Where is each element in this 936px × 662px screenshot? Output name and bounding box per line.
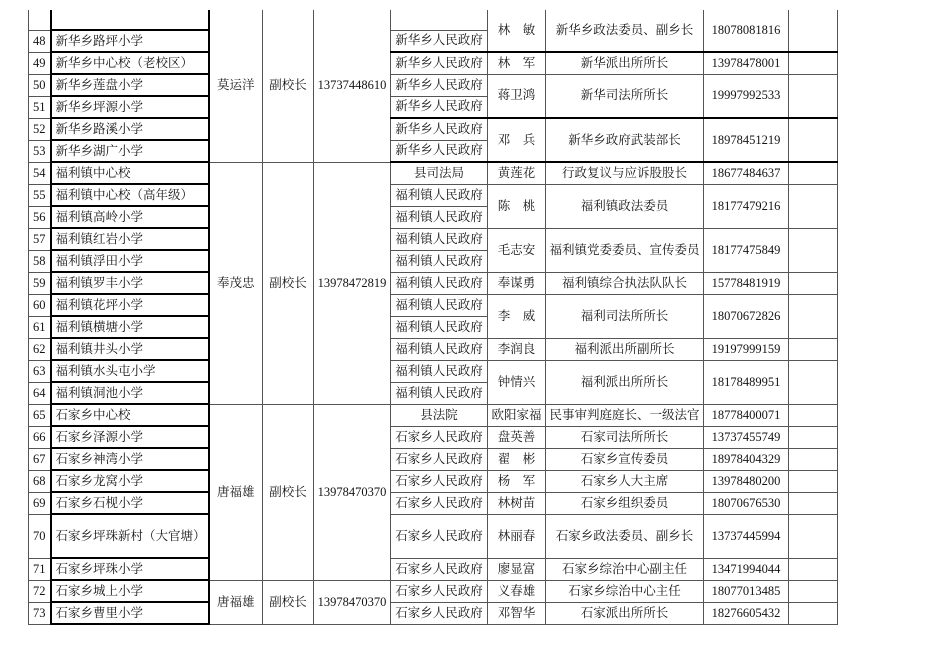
cell-blank[interactable] — [789, 162, 838, 184]
cell-contact-phone[interactable]: 13978480200 — [704, 470, 789, 492]
table-row — [29, 448, 838, 470]
cell-contact-position[interactable]: 福利司法所所长 — [546, 294, 704, 338]
cell-row-number[interactable]: 70 — [29, 514, 51, 558]
cell-contact-position[interactable]: 石家司法所所长 — [546, 426, 704, 448]
cell-gov-unit[interactable]: 福利镇人民政府 — [391, 338, 488, 360]
cell-contact-phone[interactable]: 18178489951 — [704, 360, 789, 404]
cell-blank[interactable] — [789, 426, 838, 448]
cell-principal-name[interactable]: 莫运洋 — [209, 10, 263, 162]
cell-contact-phone[interactable]: 18070676530 — [704, 492, 789, 514]
cell-blank[interactable] — [789, 118, 838, 162]
cell-blank[interactable] — [789, 52, 838, 74]
cell-contact-phone[interactable]: 19197999159 — [704, 338, 789, 360]
cell-row-number[interactable]: 64 — [29, 382, 51, 404]
cell-row-number[interactable]: 52 — [29, 118, 51, 140]
cell-blank[interactable] — [789, 228, 838, 272]
cell-contact-phone[interactable]: 18077013485 — [704, 580, 789, 602]
cell-school-name[interactable]: 福利镇花坪小学 — [51, 294, 209, 316]
cell-contact-name[interactable]: 林 军 — [488, 52, 546, 74]
cell-contact-name[interactable]: 黄莲花 — [488, 162, 546, 184]
cell-blank[interactable] — [789, 580, 838, 602]
cell-gov-unit[interactable] — [391, 10, 488, 30]
cell-blank[interactable] — [789, 74, 838, 118]
table-row — [29, 426, 838, 448]
cell-contact-position[interactable]: 石家乡组织委员 — [546, 492, 704, 514]
cell-school-name[interactable]: 新华乡坪源小学 — [51, 96, 209, 118]
cell-school-name[interactable]: 福利镇红岩小学 — [51, 228, 209, 250]
cell-row-number[interactable]: 55 — [29, 184, 51, 206]
table-row — [29, 492, 838, 514]
cell-row-number[interactable]: 49 — [29, 52, 51, 74]
cell-gov-unit[interactable]: 福利镇人民政府 — [391, 206, 488, 228]
cell-contact-phone[interactable]: 18177475849 — [704, 228, 789, 272]
cell-row-number[interactable]: 51 — [29, 96, 51, 118]
cell-contact-position[interactable]: 福利镇政法委员 — [546, 184, 704, 228]
cell-blank[interactable] — [789, 448, 838, 470]
cell-contact-position[interactable]: 新华乡政府武装部长 — [546, 118, 704, 162]
cell-gov-unit[interactable]: 石家乡人民政府 — [391, 470, 488, 492]
cell-contact-position[interactable]: 新华乡政法委员、副乡长 — [546, 10, 704, 52]
table-row — [29, 52, 838, 74]
cell-blank[interactable] — [789, 184, 838, 228]
cell-blank[interactable] — [789, 272, 838, 294]
cell-principal-phone[interactable]: 13978470370 — [314, 404, 391, 580]
cell-contact-name[interactable]: 欧阳家福 — [488, 404, 546, 426]
table-row — [29, 184, 838, 206]
cell-blank[interactable] — [789, 514, 838, 558]
table-row — [29, 580, 838, 602]
cell-contact-position[interactable]: 石家派出所所长 — [546, 602, 704, 624]
cell-contact-position[interactable]: 石家乡宣传委员 — [546, 448, 704, 470]
cell-contact-phone[interactable]: 18070672826 — [704, 294, 789, 338]
cell-school-name[interactable]: 福利镇横塘小学 — [51, 316, 209, 338]
cell-row-number[interactable]: 69 — [29, 492, 51, 514]
cell-row-number[interactable]: 68 — [29, 470, 51, 492]
cell-contact-phone[interactable]: 18978404329 — [704, 448, 789, 470]
cell-row-number[interactable]: 63 — [29, 360, 51, 382]
table-row — [29, 272, 838, 294]
cell-contact-name[interactable]: 林树苗 — [488, 492, 546, 514]
cell-school-name[interactable]: 石家乡神湾小学 — [51, 448, 209, 470]
cell-gov-unit[interactable]: 福利镇人民政府 — [391, 294, 488, 316]
cell-contact-position[interactable]: 福利镇党委委员、宣传委员 — [546, 228, 704, 272]
cell-school-name[interactable]: 石家乡城上小学 — [51, 580, 209, 602]
cell-gov-unit[interactable]: 石家乡人民政府 — [391, 580, 488, 602]
cell-school-name[interactable]: 福利镇洞池小学 — [51, 382, 209, 404]
cell-school-name[interactable]: 石家乡泽源小学 — [51, 426, 209, 448]
cell-gov-unit[interactable]: 福利镇人民政府 — [391, 184, 488, 206]
cell-contact-name[interactable]: 盘英善 — [488, 426, 546, 448]
cell-row-number[interactable] — [29, 10, 51, 30]
cell-principal-title[interactable]: 副校长 — [263, 10, 314, 162]
spreadsheet-area — [28, 10, 838, 625]
cell-row-number[interactable]: 58 — [29, 250, 51, 272]
cell-school-name[interactable]: 石家乡坪珠小学 — [51, 558, 209, 580]
cell-gov-unit[interactable]: 县法院 — [391, 404, 488, 426]
cell-school-name[interactable]: 福利镇高岭小学 — [51, 206, 209, 228]
cell-contact-position[interactable]: 石家乡综治中心副主任 — [546, 558, 704, 580]
cell-gov-unit[interactable]: 石家乡人民政府 — [391, 558, 488, 580]
cell-contact-name[interactable]: 奉谋勇 — [488, 272, 546, 294]
cell-contact-name[interactable]: 李润良 — [488, 338, 546, 360]
table-row — [29, 294, 838, 316]
cell-contact-name[interactable]: 邓智华 — [488, 602, 546, 624]
cell-gov-unit[interactable]: 福利镇人民政府 — [391, 272, 488, 294]
cell-blank[interactable] — [789, 294, 838, 338]
cell-blank[interactable] — [789, 338, 838, 360]
cell-contact-position[interactable]: 福利派出所所长 — [546, 360, 704, 404]
cell-contact-name[interactable]: 蒋卫鸿 — [488, 74, 546, 118]
cell-contact-phone[interactable]: 19997992533 — [704, 74, 789, 118]
cell-contact-position[interactable]: 石家乡人大主席 — [546, 470, 704, 492]
cell-school-name[interactable]: 石家乡中心校 — [51, 404, 209, 426]
cell-gov-unit[interactable]: 县司法局 — [391, 162, 488, 184]
cell-principal-phone[interactable]: 13978470370 — [314, 580, 391, 624]
cell-school-name[interactable]: 新华乡莲盘小学 — [51, 74, 209, 96]
cell-gov-unit[interactable]: 福利镇人民政府 — [391, 360, 488, 382]
cell-contact-phone[interactable]: 13737455749 — [704, 426, 789, 448]
table-row — [29, 74, 838, 96]
cell-blank[interactable] — [789, 492, 838, 514]
cell-row-number[interactable]: 67 — [29, 448, 51, 470]
cell-gov-unit[interactable]: 石家乡人民政府 — [391, 514, 488, 558]
cell-contact-name[interactable]: 林 敏 — [488, 10, 546, 52]
cell-gov-unit[interactable]: 福利镇人民政府 — [391, 250, 488, 272]
cell-contact-name[interactable]: 廖显富 — [488, 558, 546, 580]
cell-principal-phone[interactable]: 13737448610 — [314, 10, 391, 162]
cell-contact-phone[interactable]: 18177479216 — [704, 184, 789, 228]
table-row — [29, 470, 838, 492]
table-row — [29, 360, 838, 382]
cell-contact-phone[interactable]: 13978478001 — [704, 52, 789, 74]
cell-row-number[interactable]: 72 — [29, 580, 51, 602]
cell-principal-title[interactable]: 副校长 — [263, 580, 314, 624]
cell-gov-unit[interactable]: 石家乡人民政府 — [391, 602, 488, 624]
cell-school-name[interactable]: 石家乡龙窝小学 — [51, 470, 209, 492]
cell-row-number[interactable]: 65 — [29, 404, 51, 426]
cell-blank[interactable] — [789, 470, 838, 492]
cell-row-number[interactable]: 60 — [29, 294, 51, 316]
cell-gov-unit[interactable]: 福利镇人民政府 — [391, 382, 488, 404]
cell-contact-name[interactable]: 邓 兵 — [488, 118, 546, 162]
cell-contact-phone[interactable]: 15778481919 — [704, 272, 789, 294]
cell-row-number[interactable]: 54 — [29, 162, 51, 184]
table-row — [29, 602, 838, 624]
cell-contact-name[interactable]: 毛志安 — [488, 228, 546, 272]
cell-school-name[interactable]: 石家乡曹里小学 — [51, 602, 209, 624]
cell-school-name[interactable]: 新华乡路坪小学 — [51, 30, 209, 52]
cell-principal-name[interactable]: 唐福雄 — [209, 404, 263, 580]
table-row — [29, 118, 838, 140]
cell-school-name[interactable]: 福利镇浮田小学 — [51, 250, 209, 272]
cell-school-name[interactable]: 新华乡中心校（老校区） — [51, 52, 209, 74]
table-row — [29, 404, 838, 426]
cell-gov-unit[interactable]: 新华乡人民政府 — [391, 52, 488, 74]
cell-row-number[interactable]: 73 — [29, 602, 51, 624]
cell-contact-phone[interactable]: 18778400071 — [704, 404, 789, 426]
cell-row-number[interactable]: 50 — [29, 74, 51, 96]
table-row — [29, 162, 838, 184]
cell-blank[interactable] — [789, 10, 838, 52]
cell-gov-unit[interactable]: 石家乡人民政府 — [391, 426, 488, 448]
table-row — [29, 514, 838, 558]
cell-gov-unit[interactable]: 福利镇人民政府 — [391, 228, 488, 250]
cell-blank[interactable] — [789, 360, 838, 404]
cell-row-number[interactable]: 57 — [29, 228, 51, 250]
cell-row-number[interactable]: 53 — [29, 140, 51, 162]
cell-contact-name[interactable]: 钟情兴 — [488, 360, 546, 404]
cell-school-name[interactable]: 福利镇井头小学 — [51, 338, 209, 360]
cell-gov-unit[interactable]: 福利镇人民政府 — [391, 316, 488, 338]
cell-school-name[interactable]: 石家乡石枧小学 — [51, 492, 209, 514]
cell-school-name[interactable]: 福利镇中心校 — [51, 162, 209, 184]
cell-principal-name[interactable]: 唐福雄 — [209, 580, 263, 624]
cell-row-number[interactable]: 62 — [29, 338, 51, 360]
cell-contact-position[interactable]: 新华司法所所长 — [546, 74, 704, 118]
cell-principal-name[interactable]: 奉茂忠 — [209, 162, 263, 404]
cell-school-name[interactable]: 福利镇中心校（高年级） — [51, 184, 209, 206]
cell-gov-unit[interactable]: 新华乡人民政府 — [391, 140, 488, 162]
table-row — [29, 338, 838, 360]
cell-row-number[interactable]: 61 — [29, 316, 51, 338]
contacts-table — [28, 10, 838, 625]
cell-contact-name[interactable]: 李 威 — [488, 294, 546, 338]
cell-contact-name[interactable]: 林丽春 — [488, 514, 546, 558]
cell-gov-unit[interactable]: 新华乡人民政府 — [391, 118, 488, 140]
table-row — [29, 228, 838, 250]
cell-contact-position[interactable]: 福利镇综合执法队队长 — [546, 272, 704, 294]
cell-contact-position[interactable]: 行政复议与应诉股股长 — [546, 162, 704, 184]
cell-contact-name[interactable]: 陈 桃 — [488, 184, 546, 228]
cell-row-number[interactable]: 71 — [29, 558, 51, 580]
cell-school-name[interactable]: 福利镇罗丰小学 — [51, 272, 209, 294]
table-row — [29, 10, 838, 30]
cell-school-name[interactable]: 福利镇水头屯小学 — [51, 360, 209, 382]
cell-contact-position[interactable]: 石家乡政法委员、副乡长 — [546, 514, 704, 558]
cell-principal-title[interactable]: 副校长 — [263, 404, 314, 580]
table-body — [29, 10, 838, 624]
cell-contact-name[interactable]: 杨 军 — [488, 470, 546, 492]
table-row — [29, 558, 838, 580]
cell-row-number[interactable]: 48 — [29, 30, 51, 52]
cell-gov-unit[interactable]: 石家乡人民政府 — [391, 448, 488, 470]
cell-gov-unit[interactable]: 石家乡人民政府 — [391, 492, 488, 514]
cell-contact-phone[interactable]: 18677484637 — [704, 162, 789, 184]
cell-contact-position[interactable]: 民事审判庭庭长、一级法官 — [546, 404, 704, 426]
cell-contact-name[interactable]: 翟 彬 — [488, 448, 546, 470]
cell-row-number[interactable]: 66 — [29, 426, 51, 448]
cell-gov-unit[interactable]: 新华乡人民政府 — [391, 74, 488, 96]
cell-school-name[interactable] — [51, 10, 209, 30]
cell-contact-phone[interactable]: 13737445994 — [704, 514, 789, 558]
cell-contact-position[interactable]: 石家乡综治中心主任 — [546, 580, 704, 602]
cell-contact-position[interactable]: 福利派出所副所长 — [546, 338, 704, 360]
cell-gov-unit[interactable]: 新华乡人民政府 — [391, 96, 488, 118]
cell-contact-phone[interactable]: 18078081816 — [704, 10, 789, 52]
cell-blank[interactable] — [789, 404, 838, 426]
cell-contact-phone[interactable]: 18978451219 — [704, 118, 789, 162]
cell-gov-unit[interactable]: 新华乡人民政府 — [391, 30, 488, 52]
cell-principal-phone[interactable]: 13978472819 — [314, 162, 391, 404]
cell-blank[interactable] — [789, 558, 838, 580]
cell-contact-position[interactable]: 新华派出所所长 — [546, 52, 704, 74]
cell-contact-phone[interactable]: 18276605432 — [704, 602, 789, 624]
cell-row-number[interactable]: 56 — [29, 206, 51, 228]
cell-contact-name[interactable]: 义春雄 — [488, 580, 546, 602]
cell-contact-phone[interactable]: 13471994044 — [704, 558, 789, 580]
cell-school-name[interactable]: 石家乡坪珠新村（大官塘） — [51, 514, 209, 558]
cell-principal-title[interactable]: 副校长 — [263, 162, 314, 404]
cell-row-number[interactable]: 59 — [29, 272, 51, 294]
cell-school-name[interactable]: 新华乡路溪小学 — [51, 118, 209, 140]
cell-blank[interactable] — [789, 602, 838, 624]
cell-school-name[interactable]: 新华乡湖广小学 — [51, 140, 209, 162]
